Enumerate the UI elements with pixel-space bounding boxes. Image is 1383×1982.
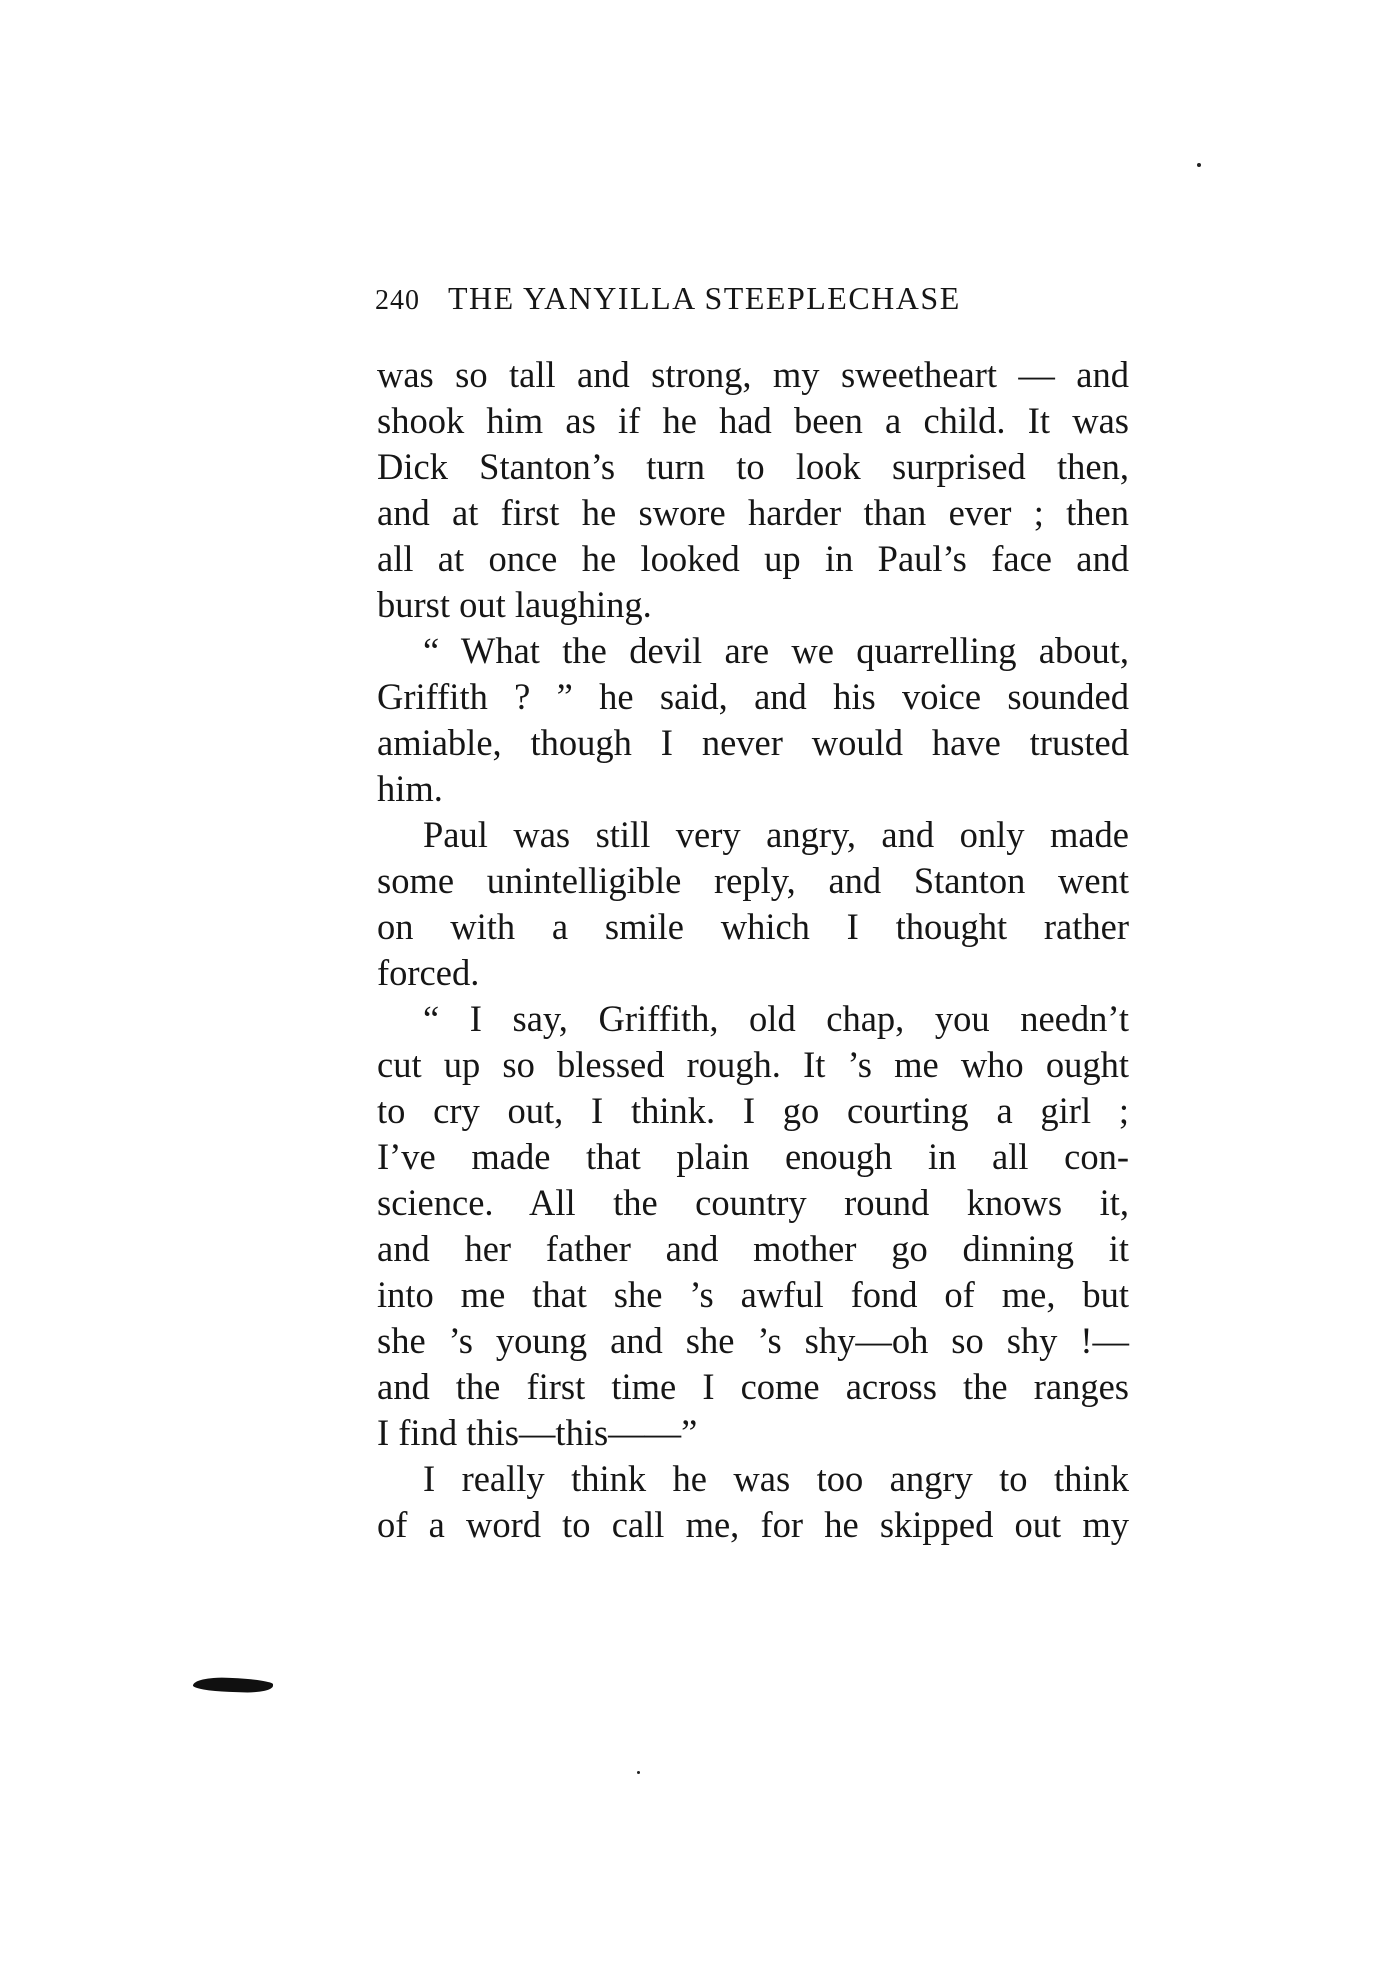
text-line: into me that she ’s awful fond of me, but [377,1274,1129,1315]
text-line: “ I say, Griffith, old chap, you needn’t [423,998,1129,1039]
text-line: all at once he looked up in Paul’s face and [377,538,1129,579]
page-number: 240 [375,285,420,316]
text-line: amiable, though I never would have trusted [377,722,1129,763]
text-line: of a word to call me, for he skipped out my [377,1504,1129,1545]
text-line: science. All the country round knows it, [377,1182,1129,1223]
text-line: and her father and mother go dinning it [377,1228,1129,1269]
text-line: some unintelligible reply, and Stanton went [377,860,1129,901]
text-line: Griffith ? ” he said, and his voice sounded [377,676,1129,717]
text-line: cut up so blessed rough. It ’s me who ought [377,1044,1129,1085]
text-line: “ What the devil are we quarrelling about, [423,630,1129,671]
text-line: burst out laughing. [377,584,652,625]
text-line: Dick Stanton’s turn to look surprised then, [377,446,1129,487]
text-line: Paul was still very angry, and only made [423,814,1129,855]
ink-smudge [193,1677,273,1694]
text-line: I really think he was too angry to think [423,1458,1129,1499]
running-title: THE YANYILLA STEEPLECHASE [448,280,961,316]
text-line: to cry out, I think. I go courting a girl ; [377,1090,1129,1131]
text-line: forced. [377,952,480,993]
text-line: on with a smile which I thought rather [377,906,1129,947]
text-line: I find this—this——” [377,1412,698,1453]
text-line: was so tall and strong, my sweetheart — and [377,354,1129,395]
text-line: and at first he swore harder than ever ; then [377,492,1129,533]
text-line: and the first time I come across the ranges [377,1366,1129,1407]
text-line: him. [377,768,443,809]
text-line: she ’s young and she ’s shy—oh so shy !— [377,1320,1129,1361]
text-line: I’ve made that plain enough in all con- [377,1136,1129,1177]
ink-speck-top [1197,163,1201,167]
text-line: shook him as if he had been a child. It was [377,400,1129,441]
running-header [375,274,1135,322]
ink-speck-bottom [637,1771,640,1774]
